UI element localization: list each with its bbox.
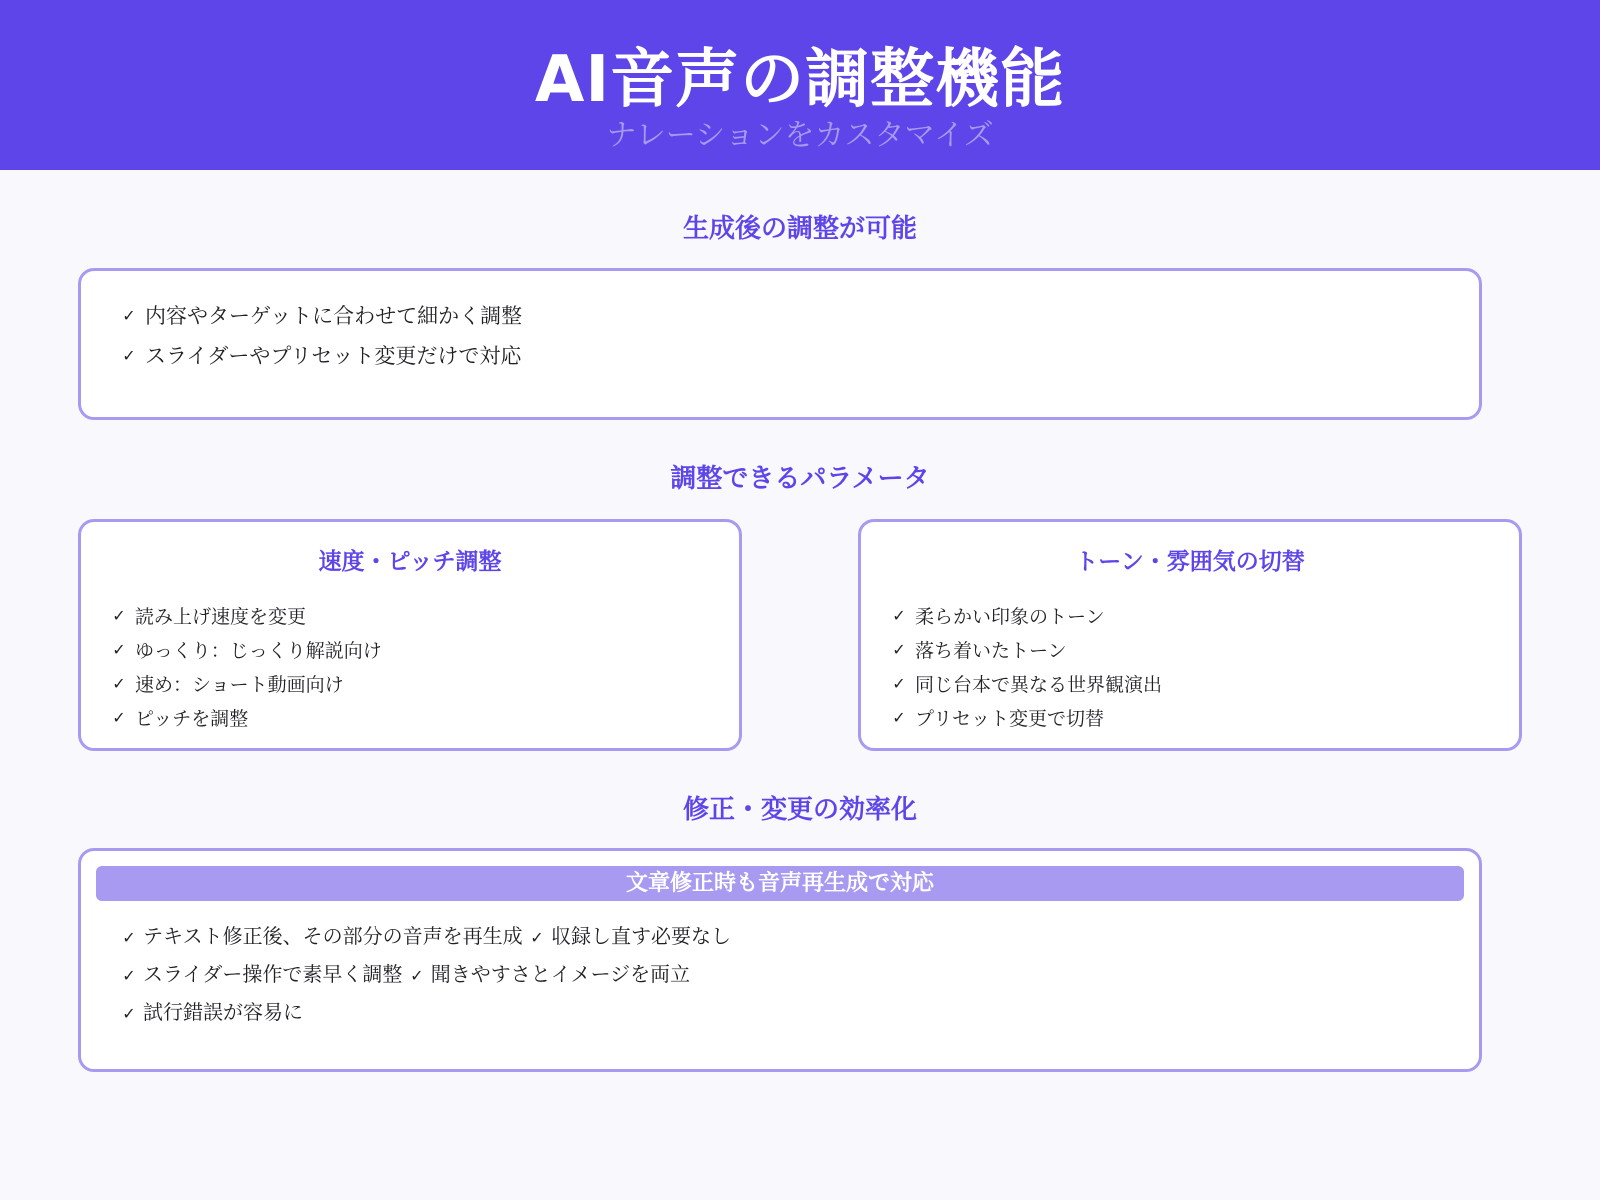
efficiency-banner: 文章修正時も音声再生成で対応 [96, 866, 1464, 901]
checkmark-icon: ✓ [112, 605, 126, 625]
speed-pitch-card [78, 519, 742, 751]
section-title-efficiency: 修正・変更の効率化 [682, 795, 917, 825]
checkmark-icon: ✓ [892, 707, 906, 727]
checkmark-icon: ✓ [410, 966, 424, 985]
tone-card [858, 519, 1522, 751]
tone-title: トーン・雰囲気の切替 [1075, 549, 1305, 575]
page-subtitle: ナレーションをカスタマイズ [606, 118, 994, 153]
checkmark-icon: ✓ [122, 966, 136, 985]
checkmark-icon: ✓ [892, 639, 906, 659]
efficiency-card [78, 848, 1482, 1072]
checkmark-icon: ✓ [112, 707, 126, 727]
list-item: ✓ 試行錯誤が容易に [121, 1000, 303, 1024]
list-item: ✓ 速め：ショート動画向け [112, 673, 344, 696]
list-item: ✓ 落ち着いたトーン [892, 639, 1067, 662]
page-title: AI音声の調整機能 [534, 43, 1066, 117]
list-item: ✓ スライダー操作で素早く調整 [121, 962, 402, 986]
speed-pitch-title: 速度・ピッチ調整 [318, 549, 502, 575]
speed-pitch-list [111, 598, 382, 734]
checkmark-icon: ✓ [892, 605, 906, 625]
checkmark-icon: ✓ [530, 928, 544, 947]
section-title-parameters: 調整できるパラメータ [670, 464, 930, 494]
checkmark-icon: ✓ [122, 305, 136, 325]
checkmark-icon: ✓ [122, 345, 136, 365]
checkmark-icon: ✓ [112, 673, 126, 693]
list-item: ✓ テキスト修正後、その部分の音声を再生成 [121, 924, 523, 948]
adjustment-card [78, 268, 1482, 420]
list-item: ✓ スライダーやプリセット変更だけで対応 [122, 344, 522, 368]
adjustment-list [121, 295, 522, 375]
header-banner [0, 0, 1600, 170]
efficiency-list [121, 918, 741, 1032]
checkmark-icon: ✓ [122, 928, 136, 947]
list-item: ✓ 内容やターゲットに合わせて細かく調整 [122, 304, 523, 328]
section-title-adjustment: 生成後の調整が可能 [682, 214, 917, 244]
tone-list [891, 598, 1162, 734]
list-item: ✓ 収録し直す必要なし [529, 924, 731, 948]
checkmark-icon: ✓ [892, 673, 906, 693]
list-item: ✓ ピッチを調整 [112, 707, 249, 730]
list-item: ✓ ゆっくり：じっくり解説向け [112, 639, 382, 662]
list-item: ✓ 聞きやすさとイメージを両立 [409, 962, 690, 986]
checkmark-icon: ✓ [112, 639, 126, 659]
list-item: ✓ 読み上げ速度を変更 [112, 605, 307, 628]
list-item: ✓ 同じ台本で異なる世界観演出 [892, 673, 1163, 696]
checkmark-icon: ✓ [122, 1004, 136, 1023]
list-item: ✓ 柔らかい印象のトーン [892, 605, 1105, 628]
list-item: ✓ プリセット変更で切替 [892, 707, 1105, 730]
